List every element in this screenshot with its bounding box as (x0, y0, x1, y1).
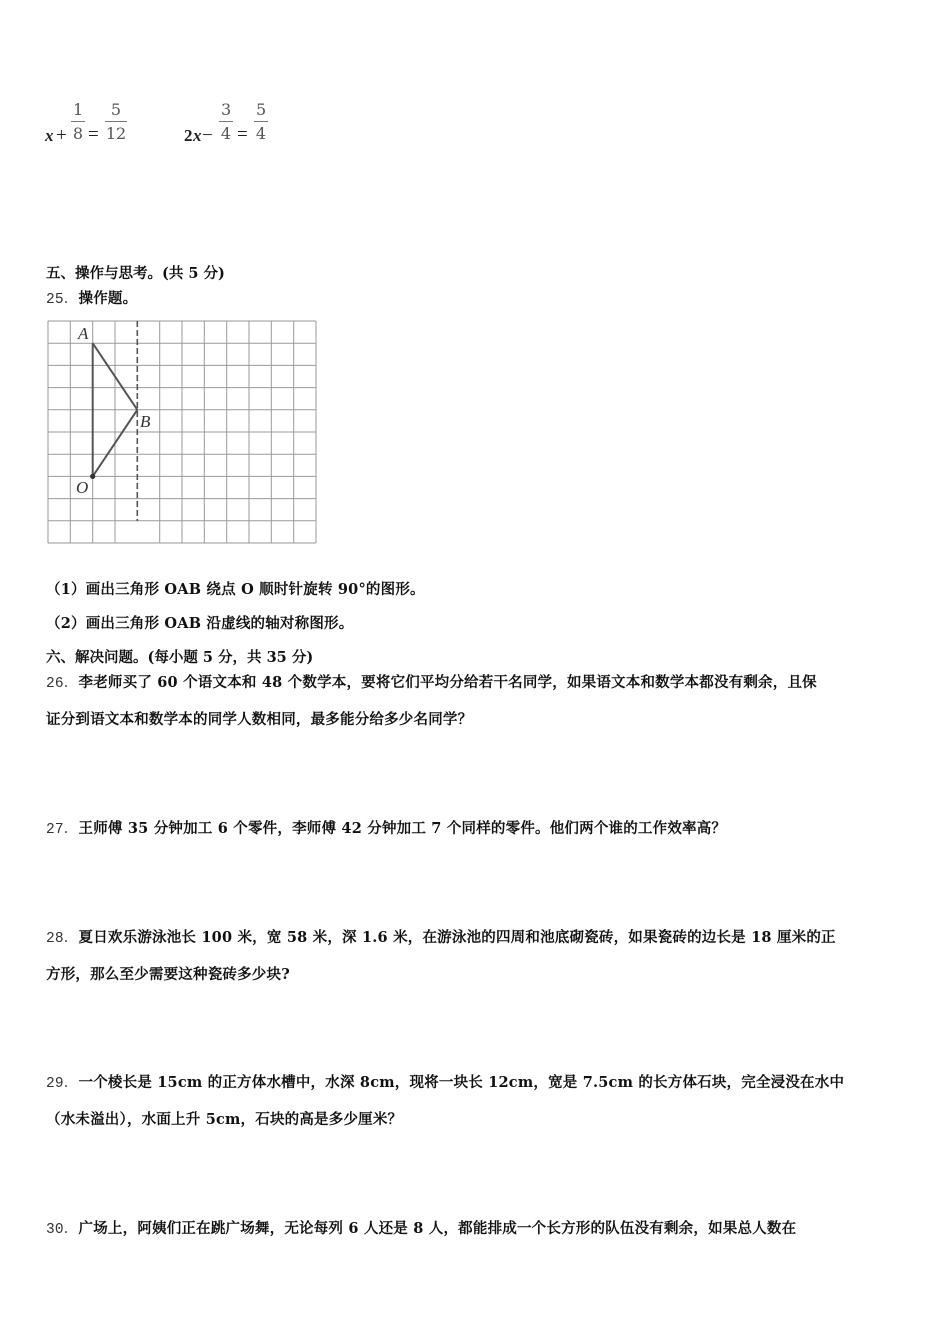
question-28-line-2: 方形，那么至少需要这种瓷砖多少块? (46, 966, 290, 983)
question-25-sub-1: （1）画出三角形 OAB 绕点 O 顺时针旋转 90°的图形。 (46, 581, 425, 598)
question-28-text: 夏日欢乐游泳池长 100 米，宽 58 米，深 1.6 米，在游泳池的四周和池底砌瓷砖，如果瓷砖的边长是 18 厘米的正 (78, 929, 836, 946)
question-25-number: 25． (46, 292, 79, 308)
point-o-label: O (76, 478, 89, 497)
eq1-equals: = (88, 124, 99, 145)
question-29-line-2: （水未溢出），水面上升 5cm，石块的高是多少厘米？ (46, 1111, 403, 1128)
question-29-line-1 (46, 1071, 844, 1092)
question-30-number: 30． (46, 1222, 79, 1238)
grid-figure (44, 317, 324, 549)
section-5-title: 五、操作与思考。(共 5 分) (46, 265, 225, 282)
eq1-frac1-numerator: 1 (71, 101, 85, 122)
eq1-frac2-denominator: 12 (105, 124, 127, 143)
question-25-sub-2: （2）画出三角形 OAB 沿虚线的轴对称图形。 (46, 615, 354, 632)
question-25-text: 操作题。 (78, 290, 138, 307)
eq2-frac2-numerator: 5 (254, 101, 268, 122)
question-29-text: 一个棱长是 15cm 的正方体水槽中，水深 8cm，现将一块长 12cm，宽是 7.5cm 的长方体石块，完全浸没在水中 (78, 1074, 845, 1091)
question-26-line-2: 证分到语文本和数学本的同学人数相同，最多能分给多少名同学？ (46, 711, 473, 728)
eq2-frac1-denominator: 4 (220, 124, 232, 143)
section-6-title: 六、解决问题。(每小题 5 分，共 35 分) (46, 649, 314, 666)
grid-lines (48, 321, 316, 543)
question-27-text: 王师傅 35 分钟加工 6 个零件，李师傅 42 分钟加工 7 个同样的零件。他们两个谁的工作效率高？ (78, 820, 727, 837)
eq2-frac2-denominator: 4 (255, 124, 267, 143)
eq1-fraction-1 (71, 101, 85, 144)
eq2-operator: − (202, 125, 213, 146)
eq2-variable: x (193, 126, 202, 145)
question-27-line-1 (46, 817, 726, 838)
question-26-text: 李老师买了 60 个语文本和 48 个数学本，要将它们平均分给若干名同学，如果语文本和数学本都没有剩余，且保 (78, 674, 817, 691)
eq1-frac2-numerator: 5 (105, 101, 127, 122)
eq1-operator: + (56, 125, 67, 146)
question-30-line-1 (46, 1217, 796, 1238)
point-a-label: A (78, 324, 89, 343)
question-26-line-1 (46, 671, 817, 692)
eq1-variable: x (45, 126, 54, 145)
eq2-fraction-1 (219, 101, 233, 144)
eq1-fraction-2 (105, 101, 127, 144)
eq2-equals: = (237, 124, 248, 145)
eq1-frac1-denominator: 8 (72, 124, 84, 143)
question-28-number: 28． (46, 931, 79, 947)
question-28-line-1 (46, 926, 836, 947)
question-30-text: 广场上，阿姨们正在跳广场舞，无论每列 6 人还是 8 人，都能排成一个长方形的队伍没有剩余，如果总人数在 (78, 1220, 797, 1237)
eq2-fraction-2 (254, 101, 268, 144)
eq2-frac1-numerator: 3 (219, 101, 233, 122)
question-27-number: 27． (46, 822, 79, 838)
question-26-number: 26． (46, 676, 79, 692)
point-o-dot (90, 474, 95, 479)
question-29-number: 29． (46, 1076, 79, 1092)
question-25 (46, 287, 137, 308)
point-b-label: B (140, 412, 151, 431)
eq2-coefficient: 2 (184, 126, 193, 145)
